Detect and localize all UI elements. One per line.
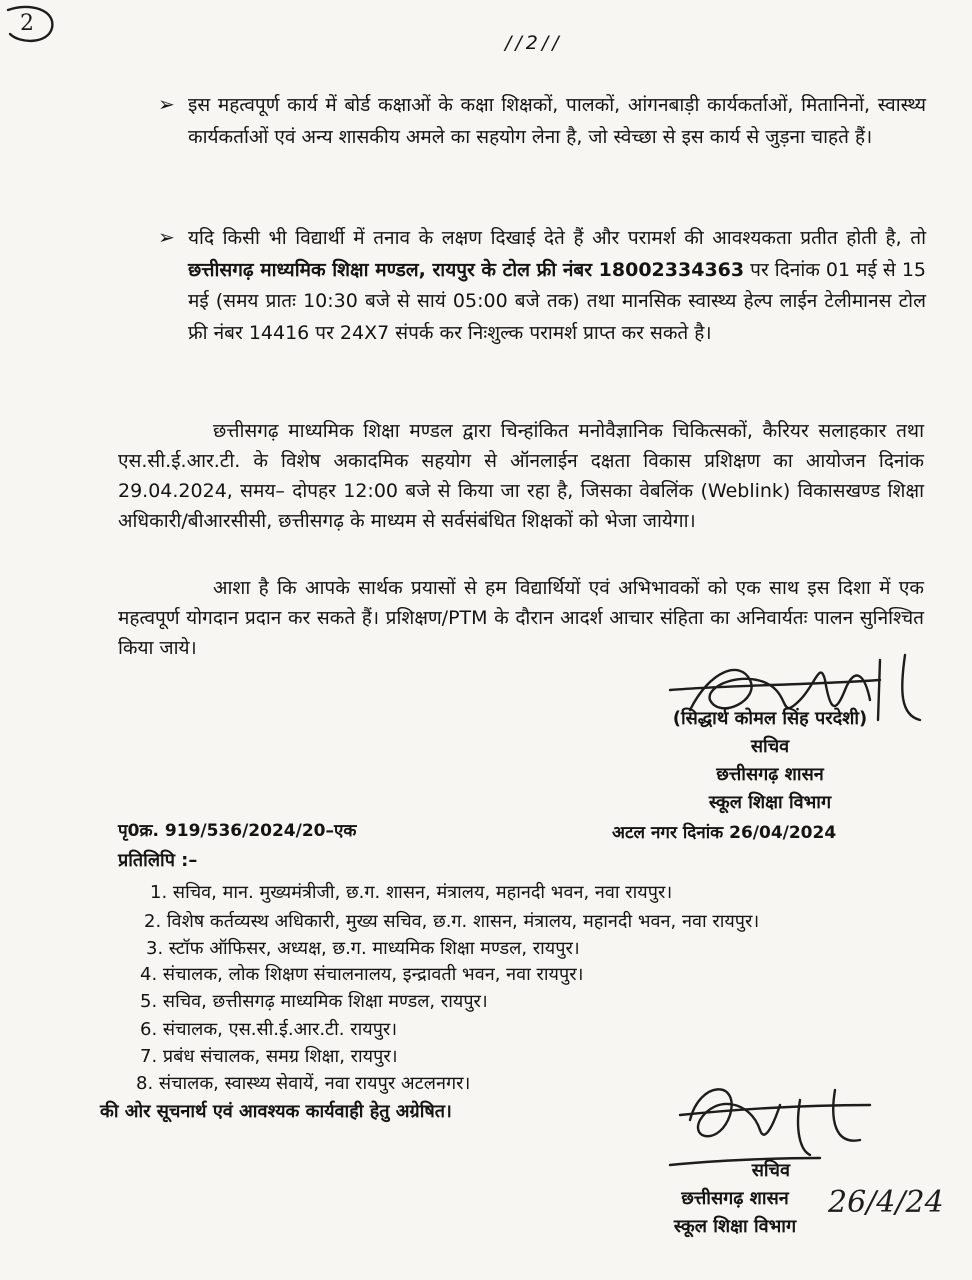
copy-list-item: 1. सचिव, मान. मुख्यमंत्रीजी, छ.ग. शासन, मंत्रालय, महानदी भवन, नवा रायपुर। [150,882,673,903]
signatory-1-government: छत्तीसगढ़ शासन [716,764,824,785]
arrow-bullet-icon: ➢ [158,92,175,116]
signatory-2-government: छत्तीसगढ़ शासन [681,1188,789,1209]
bullet-2-text-after: पर दिनांक 01 मई से 15 मई (समय प्रातः 10:30 बजे से सायं 05:00 बजे तक) तथा मानसिक स्वास्थ्य हेल्प लाईन टेलीमानस टोल फ्री नंबर 14416 पर 24X7 संपर्क कर निःशुल्क परामर्श प्राप्त कर सकते है। [188,258,926,344]
corner-mark-text: 2 [20,11,34,36]
signatory-2-department: स्कूल शिक्षा विभाग [673,1216,797,1237]
paragraph-training: छत्तीसगढ़ माध्यमिक शिक्षा मण्डल द्वारा चिन्हांकित मनोवैज्ञानिक चिकित्सकों, कैरियर सलाहकार तथा एस.सी.ई.आर.टी. के विशेष अकादमिक सहयोग से ऑनलाईन दक्षता विकास प्रशिक्षण का आयोजन दिनांक 29.04.2024, समय– दोपहर 12:00 बजे से किया जा रहा है, जिसका वेबलिंक (Weblink) विकासखण्ड शिक्षा अधिकारी/बीआरसीसी, छत्तीसगढ़ के माध्यम से सर्वसंबंधित शिक्षकों को भेजा जायेगा। [118,420,924,532]
copy-list-item: 6. संचालक, एस.सी.ई.आर.टी. रायपुर। [140,1019,398,1040]
signatory-1 [640,705,900,817]
signatory-1-department: स्कूल शिक्षा विभाग [708,792,832,813]
corner-page-mark [0,0,62,50]
bullet-2-text-bold: छत्तीसगढ़ माध्यमिक शिक्षा मण्डल, रायपुर के टोल फ्री नंबर 18002334363 [188,258,745,281]
copy-list-item: 3. स्टॉफ ऑफिसर, अध्यक्ष, छ.ग. माध्यमिक शिक्षा मण्डल, रायपुर। [146,938,580,959]
copy-label: प्रतिलिपि :– [118,850,198,871]
copy-list-item: 2. विशेष कर्तव्यस्थ अधिकारी, मुख्य सचिव, छ.ग. शासन, मंत्रालय, महानदी भवन, नवा रायपुर। [144,911,760,932]
arrow-bullet-icon: ➢ [158,225,175,249]
page-number: //2// [505,32,563,54]
signatory-2 [640,1157,830,1241]
signatory-1-designation: सचिव [750,736,790,757]
copy-list-item: 7. प्रबंध संचालक, समग्र शिक्षा, रायपुर। [140,1046,398,1067]
paragraph-closing: आशा है कि आपके सार्थक प्रयासों से हम विद्यार्थियों एवं अभिभावकों को एक साथ इस दिशा में एक महत्वपूर्ण योगदान प्रदान कर सकते हैं। प्रशिक्षण/PTM के दौरान आदर्श आचार संहिता का अनिवार्यतः पालन सुनिश्चित किया जाये। [118,577,924,659]
signatory-1-name: (सिद्धार्थ कोमल सिंह परदेशी) [672,708,868,729]
bullet-2-text [188,223,926,349]
copy-list-item: 4. संचालक, लोक शिक्षण संचालनालय, इन्द्रावती भवन, नवा रायपुर। [140,964,584,985]
handwritten-date: 26/4/24 [828,1185,944,1220]
copy-list-item: 5. सचिव, छत्तीसगढ़ माध्यमिक शिक्षा मण्डल, रायपुर। [140,991,488,1012]
bullet-2-text-before: यदि किसी भी विद्यार्थी में तनाव के लक्षण दिखाई देते हैं और परामर्श की आवश्यकता प्रतीत होती है, तो [188,227,926,249]
forwarding-note: की ओर सूचनार्थ एवं आवश्यक कार्यवाही हेतु अग्रेषित। [100,1101,452,1122]
reference-date: अटल नगर दिनांक 26/04/2024 [612,823,837,843]
copy-list-item: 8. संचालक, स्वास्थ्य सेवायें, नवा रायपुर अटलनगर। [136,1073,471,1094]
reference-number: पृ0क्र. 919/536/2024/20–एक [118,821,357,841]
signature-scribble-2 [660,1060,920,1170]
bullet-1-text: इस महत्वपूर्ण कार्य में बोर्ड कक्षाओं के कक्षा शिक्षकों, पालकों, आंगनबाड़ी कार्यकर्ताओं, मितानिनों, स्वास्थ्य कार्यकर्ताओं एवं अन्य शासकीय अमले का सहयोग लेना है, जो स्वेच्छा से इस कार्य से जुड़ना चाहते हैं। [188,94,926,148]
signatory-2-designation: सचिव [751,1160,790,1181]
